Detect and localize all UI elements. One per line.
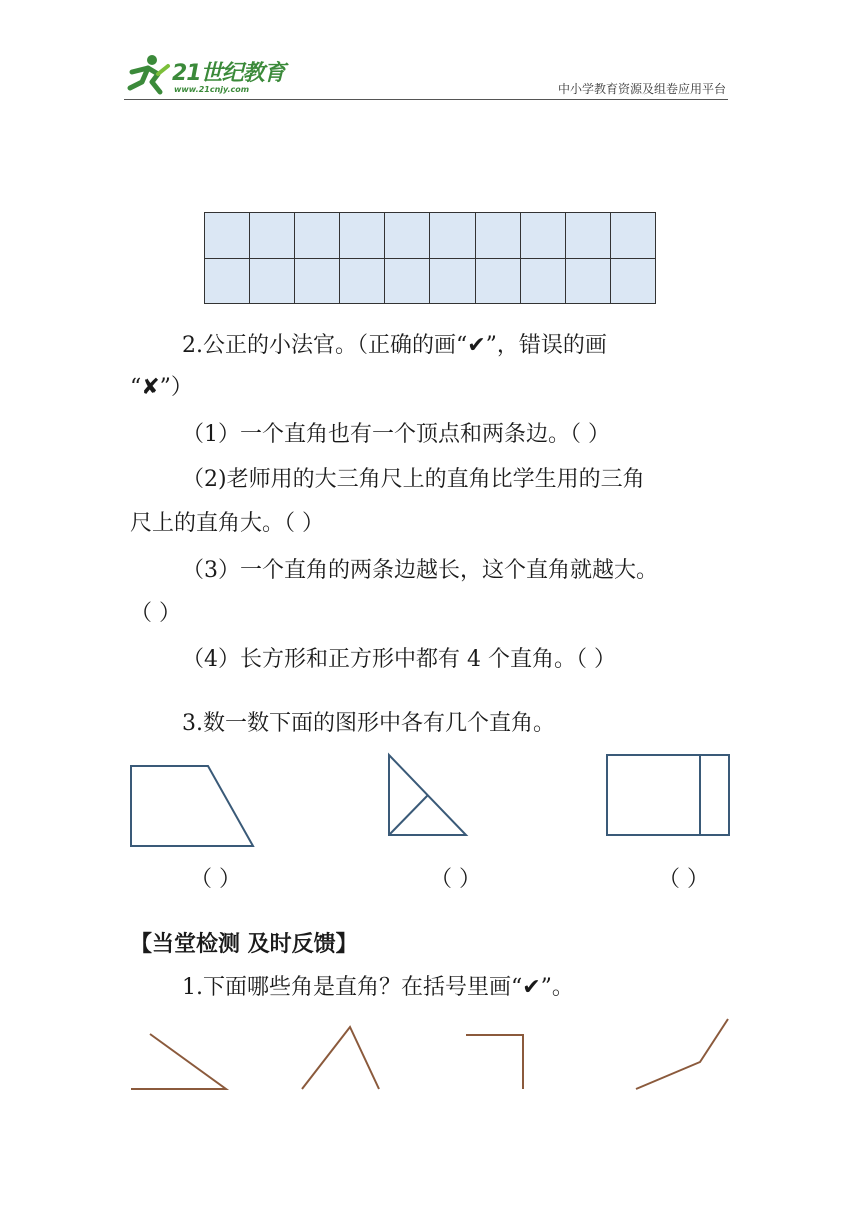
- q3-title: 3.数一数下面的图形中各有几个直角。: [182, 711, 555, 736]
- q2-title: 2.公正的小法官。（正确的画“✔”，错误的画: [182, 333, 607, 358]
- section-q1: 1.下面哪些角是直角？在括号里画“✔”。: [182, 975, 574, 1000]
- q3-answer-3: （ ）: [658, 867, 709, 892]
- q3-answer-2: （ ）: [430, 867, 481, 892]
- q2-item-2-line1: （2)老师用的大三角尺上的直角比学生用的三角: [182, 467, 645, 492]
- angle-1: [131, 1034, 226, 1089]
- q3-answer-1: （ ）: [190, 867, 241, 892]
- angle-2: [302, 1027, 379, 1089]
- q2-item-3-line2: （ ）: [130, 601, 181, 626]
- q2-item-1: （1）一个直角也有一个顶点和两条边。（ ）: [182, 422, 610, 447]
- logo-text: 21世纪教育: [172, 61, 285, 86]
- q2-item-3-line1: （3）一个直角的两条边越长，这个直角就越大。: [182, 558, 658, 583]
- section-heading: 【当堂检测 及时反馈】: [130, 931, 358, 957]
- angle-4: [636, 1019, 728, 1089]
- angle-3: [466, 1035, 523, 1089]
- q2-item-4: （4）长方形和正方形中都有 4 个直角。（ ）: [182, 647, 616, 672]
- logo-url: www.21cnjy.com: [174, 85, 250, 94]
- q2-title-cont: “✘”）: [130, 375, 193, 400]
- header-tagline: 中小学教育资源及组卷应用平台: [557, 82, 726, 96]
- q2-item-2-line2: 尺上的直角大。（ ）: [130, 511, 324, 536]
